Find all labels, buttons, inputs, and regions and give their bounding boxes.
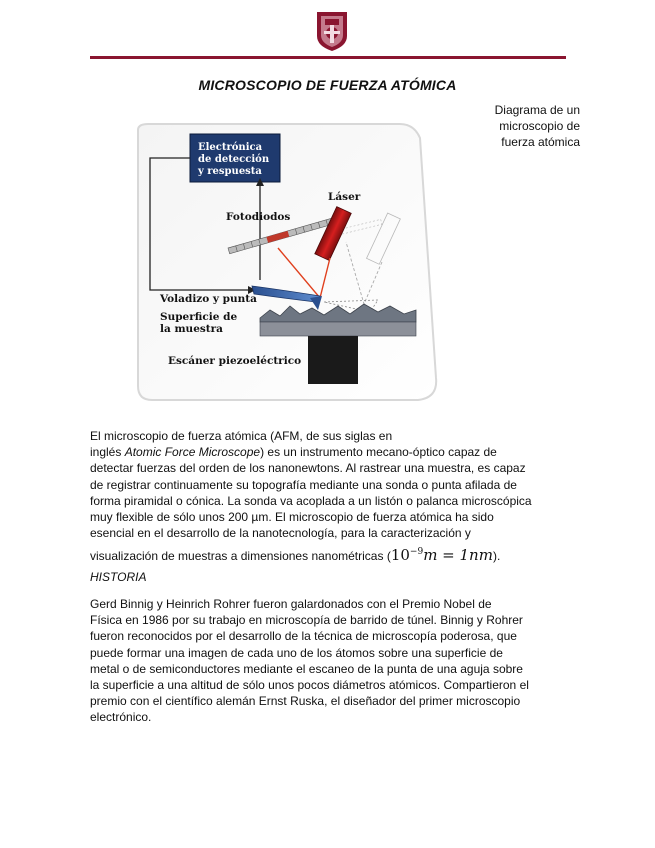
intro-text: inglés [90, 445, 125, 460]
photodiodes-label: Fotodiodos [226, 211, 291, 223]
nanometer-formula [391, 546, 493, 564]
history-line: la superficie a una altitud de sólo unos pocos diámetros atómicos. Compartieron el [90, 678, 529, 693]
formula-base: 10 [390, 546, 410, 565]
intro-italic: Atomic Force Microscope [124, 445, 261, 460]
figure-caption [430, 102, 580, 150]
electronics-label: de detección [198, 154, 270, 165]
figure-caption-line: Diagrama de un [494, 103, 580, 117]
page-title: MICROSCOPIO DE FUERZA ATÓMICA [198, 77, 457, 93]
intro-line: El microscopio de fuerza atómica (AFM, de sus siglas en [90, 429, 393, 443]
header-rule [90, 56, 566, 59]
intro-line [90, 444, 566, 460]
laser-label: Láser [328, 191, 361, 203]
intro-text: ). [492, 549, 501, 564]
intro-line [90, 544, 566, 564]
formula-rest: m = 1nm [423, 546, 493, 565]
sample-block [260, 322, 416, 336]
afm-diagram [132, 120, 442, 405]
intro-text: ) es un instrumento mecano-óptico capaz de [260, 445, 497, 460]
electronics-label: Electrónica [198, 142, 263, 153]
scanner-label: Escáner piezoeléctrico [168, 355, 302, 367]
history-line: puede formar una imagen de cada uno de los átomos sobre una superficie de [90, 645, 503, 660]
history-line: electrónico. [90, 710, 152, 725]
history-line: Gerd Binnig y Heinrich Rohrer fueron galardonados con el Premio Nobel de [90, 597, 492, 611]
intro-text: visualización de muestras a dimensiones nanométricas ( [90, 549, 391, 564]
history-line: Física en 1986 por su trabajo en microscopía de barrido de túnel. Binnig y Rohrer [90, 613, 523, 628]
history-line: fueron reconocidos por el desarrollo de la técnica de microscopía poderosa, que [90, 629, 517, 644]
surface-label: la muestra [160, 323, 223, 335]
intro-line: esencial en el desarrollo de la nanotecnología, para la caracterización y [90, 526, 471, 541]
history-heading: HISTORIA [90, 570, 147, 584]
cantilever-label: Voladizo y punta [160, 293, 257, 305]
intro-line: muy flexible de sólo unos 200 µm. El microscopio de fuerza atómica ha sido [90, 510, 494, 525]
history-line: premio con el científico alemán Ernst Ruska, el diseñador del primer microscopio [90, 694, 521, 709]
intro-line: forma piramidal o cónica. La sonda va acoplada a un listón o palanca microscópica [90, 493, 532, 508]
institution-logo [313, 10, 351, 52]
figure-caption-line: microscopio de [499, 119, 580, 133]
intro-line: detectar fuerzas del orden de los nanonewtons. Al rastrear una muestra, es capaz [90, 461, 526, 476]
surface-label: Superficie de [160, 311, 238, 323]
formula-exponent: −9 [409, 547, 424, 558]
piezo-scanner [308, 336, 358, 384]
history-paragraph [90, 596, 566, 726]
electronics-label: y respuesta [198, 166, 262, 177]
figure-caption-line: fuerza atómica [501, 135, 580, 149]
history-line: metal o de semiconductores mediante el escaneo de la punta de una aguja sobre [90, 661, 523, 676]
intro-paragraph [90, 428, 566, 565]
intro-line: de registrar continuamente su topografía mediante una sonda o punta afilada de [90, 477, 517, 492]
